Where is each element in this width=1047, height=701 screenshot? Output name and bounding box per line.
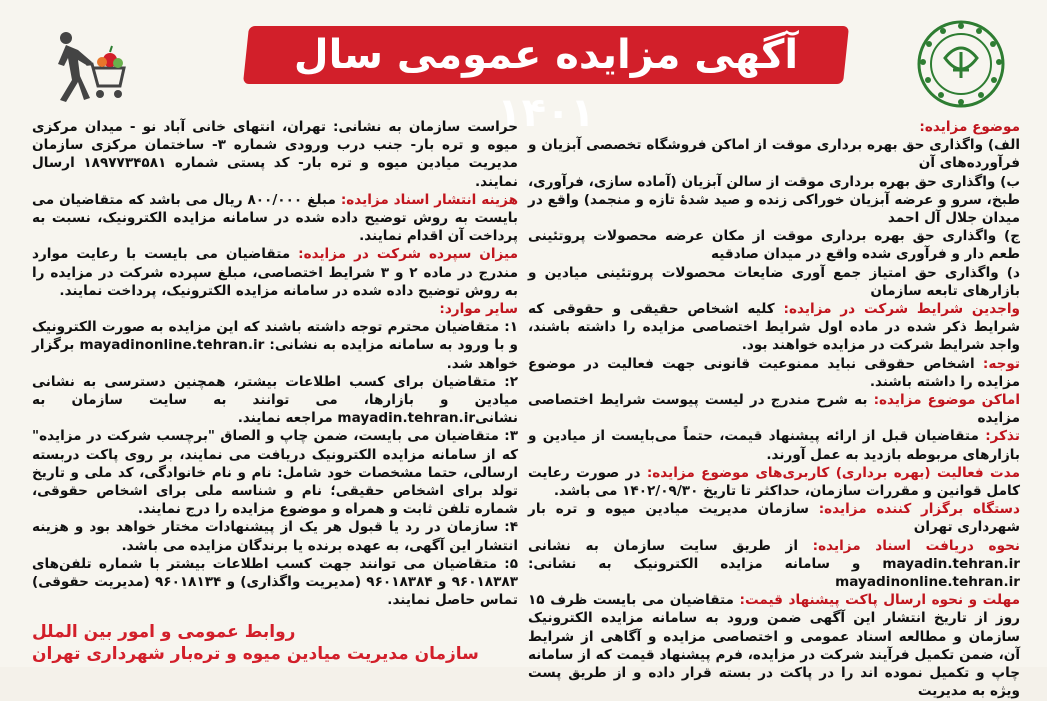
section-label: هزینه انتشار اسناد مزایده: (340, 191, 518, 208)
section-label: توجه: (982, 355, 1020, 372)
section-label: موضوع مزایده: (919, 119, 1020, 135)
section-label: نحوه دریافت اسناد مزایده: (812, 537, 1020, 554)
municipality-logo (915, 18, 1007, 110)
section-text: در صورت رعایت کامل قوانین و مقررات سازمان، حداکثر تا تاریخ ۱۴۰۲/۰۹/۳۰ می باشد. (528, 464, 1020, 500)
section-label: مهلت و نحوه ارسال پاکت پیشنهاد قیمت: (739, 592, 1020, 609)
paragraph (32, 300, 518, 318)
paragraph (32, 245, 518, 300)
paragraph (32, 518, 518, 554)
section-label: تذکر: (985, 428, 1020, 445)
paragraph (32, 555, 518, 610)
paragraph (528, 500, 1020, 536)
right-column (528, 118, 1020, 701)
section-text: ۳: متقاضیان می بایست، ضمن چاپ و الصاق "برچسب شرکت در مزایده" که از سامانه مزایده الکترونیک دریافت می نمایند، بر روی پاکت دربسته ارسالی، حتما مشخصات خود شامل: نام و نام خانوادگی، کد ملی و تاریخ تولد برای اشخاص حقیقی؛ نام و شناسه ملی برای اشخاص حقوقی، شماره تلفن ثابت و همراه و موضوع مزایده را درج نمایند. (32, 428, 518, 518)
section-text: ۲: متقاضیان برای کسب اطلاعات بیشتر، همچنین دسترسی به نشانی میادین و بازارها، می توانند به سایت سازمان به نشانیmayadin.tehran.ir مراجعه نمایند. (32, 373, 518, 427)
section-text: ب) واگذاری حق بهره برداری موقت از سالن آبزیان (آماده سازی، فرآوری، طبخ، سرو و عرضه آبزیان خوراکی زنده و صید شدهٔ تازه و منجمد) واقع در میدان جلال آل احمد (528, 173, 1020, 227)
section-label: اماکن موضوع مزایده: (873, 392, 1021, 409)
paragraph (528, 464, 1020, 500)
paragraph (528, 136, 1020, 172)
paragraph (32, 373, 518, 428)
section-text: متقاضیان قبل از ارائه پیشنهاد قیمت، حتماً می‌بایست از میادین و بازارهای مربوطه بازدید به عمل آورند. (528, 428, 1020, 463)
paragraph (32, 118, 518, 191)
section-text: الف) واگذاری حق بهره برداری موقت از اماکن فروشگاه تخصصی آبزیان و فرآورده‌های آن (528, 137, 1020, 172)
section-text: د) واگذاری حق امتیاز جمع آوری ضایعات محصولات پروتئینی میادین و بازارهای تابعه سازمان (528, 264, 1020, 299)
paragraph (528, 537, 1020, 592)
section-text: متقاضیان می بایست با رعایت موارد مندرج در ماده ۲ و ۳ شرایط اختصاصی، مبلغ سپرده شرکت در مزایده را به روش توضیح داده شده در سامانه مزایده الکترونیک، پرداخت نمایند. (32, 246, 518, 299)
left-column (32, 118, 518, 609)
section-label: سایر موارد: (439, 301, 518, 318)
section-text: ۴: سازمان در رد یا قبول هر یک از پیشنهادات مختار خواهد بود و هزینه انتشار این آگهی، به عهده برنده یا برندگان مزایده می باشد. (32, 519, 518, 554)
paragraph (528, 427, 1020, 463)
paragraph (528, 264, 1020, 300)
section-text: اشخاص حقوقی نباید ممنوعیت قانونی جهت فعالیت در موضوع مزایده را داشته باشند. (528, 355, 1020, 390)
paragraph (528, 591, 1020, 700)
paragraph (528, 227, 1020, 263)
paragraph (32, 318, 518, 373)
page-title: آگهی مزایده عمومی سال ۱۴۰۱ (293, 32, 799, 136)
section-label: واجدین شرایط شرکت در مزایده: (783, 301, 1020, 318)
shopping-cart-icon (48, 30, 126, 106)
section-text: به شرح مندرج در لیست پیوست شرایط اختصاصی مزایده (528, 392, 1020, 427)
section-label: میزان سپرده شرکت در مزایده: (298, 246, 518, 263)
section-text: مبلغ ۸۰۰/۰۰۰ ریال می باشد که متقاضیان می بایست به روش توضیح داده شده در سامانه مزایده الکترونیک، نسبت به پرداخت آن اقدام نمایند. (32, 191, 518, 245)
section-label: مدت فعالیت (بهره برداری) کاربری‌های موضوع مزایده: (646, 464, 1020, 481)
section-text: ۵: متقاضیان می توانند جهت کسب اطلاعات بیشتر با شماره تلفن‌های ۹۶۰۱۸۳۸۳ و ۹۶۰۱۸۳۸۴ (مدیریت واگذاری) و ۹۶۰۱۸۱۳۴ (مدیریت حقوقی) تماس حاصل نمایند. (32, 555, 518, 609)
paragraph (528, 391, 1020, 427)
paragraph (528, 355, 1020, 391)
section-label: دستگاه برگزار کننده مزایده: (818, 501, 1020, 518)
paragraph (32, 191, 518, 246)
section-text: ۱: متقاضیان محترم توجه داشته باشند که این مزایده به صورت الکترونیک و با ورود به سامانه مزایده به نشانی: mayadinonline.tehran.ir برگزار خواهد شد. (32, 319, 519, 372)
section-text: از طریق سایت سازمان به نشانی mayadin.tehran.ir و سامانه مزایده الکترونیک به نشانی: mayadinonline.tehran.ir (528, 537, 1020, 591)
signature-organization: سازمان مدیریت میادین میوه و تره‌بار شهرداری تهران (32, 644, 479, 664)
section-text: حراست سازمان به نشانی: تهران، انتهای خانی آباد نو - میدان مرکزی میوه و تره بار- جنب درب ورودی شماره ۳- ساختمان مرکزی سازمان مدیریت میادین میوه و تره بار- کد پستی شماره ۱۸۹۷۷۳۴۵۸۱ ارسال نمایند. (32, 119, 518, 190)
paragraph (528, 300, 1020, 355)
paragraph (32, 427, 518, 518)
section-text: سازمان مدیریت میادین میوه و تره بار شهرداری تهران (528, 501, 1020, 536)
paragraph (528, 118, 1020, 136)
paragraph (528, 173, 1020, 228)
section-text: کلیه اشخاص حقیقی و حقوقی که شرایط ذکر شده در ماده اول شرایط اختصاصی مزایده را داشته باشند، واجد شرایط شرکت در مزایده خواهند بود. (528, 301, 1020, 354)
section-text: متقاضیان می بایست ظرف ۱۵ روز از تاریخ انتشار این آگهی ضمن ورود به سامانه مزایده الکترونیک سازمان و مطالعه اسناد عمومی و اختصاصی مزایده و آگاهی از شرایط آن، ضمن تکمیل فرآیند شرکت در مزایده، فرم پیشنهاد قیمت که از سامانه چاپ و تکمیل نموده اند را در پاکت در بسته قرار داده و از طریق پست ویژه به مدیریت (528, 592, 1020, 700)
signature-department: روابط عمومی و امور بین الملل (32, 622, 296, 642)
section-text: ج) واگذاری حق بهره برداری موقت از مکان عرضه محصولات پروتئینی طعم دار و فرآوری شده واقع در میدان صادقیه (528, 228, 1020, 263)
